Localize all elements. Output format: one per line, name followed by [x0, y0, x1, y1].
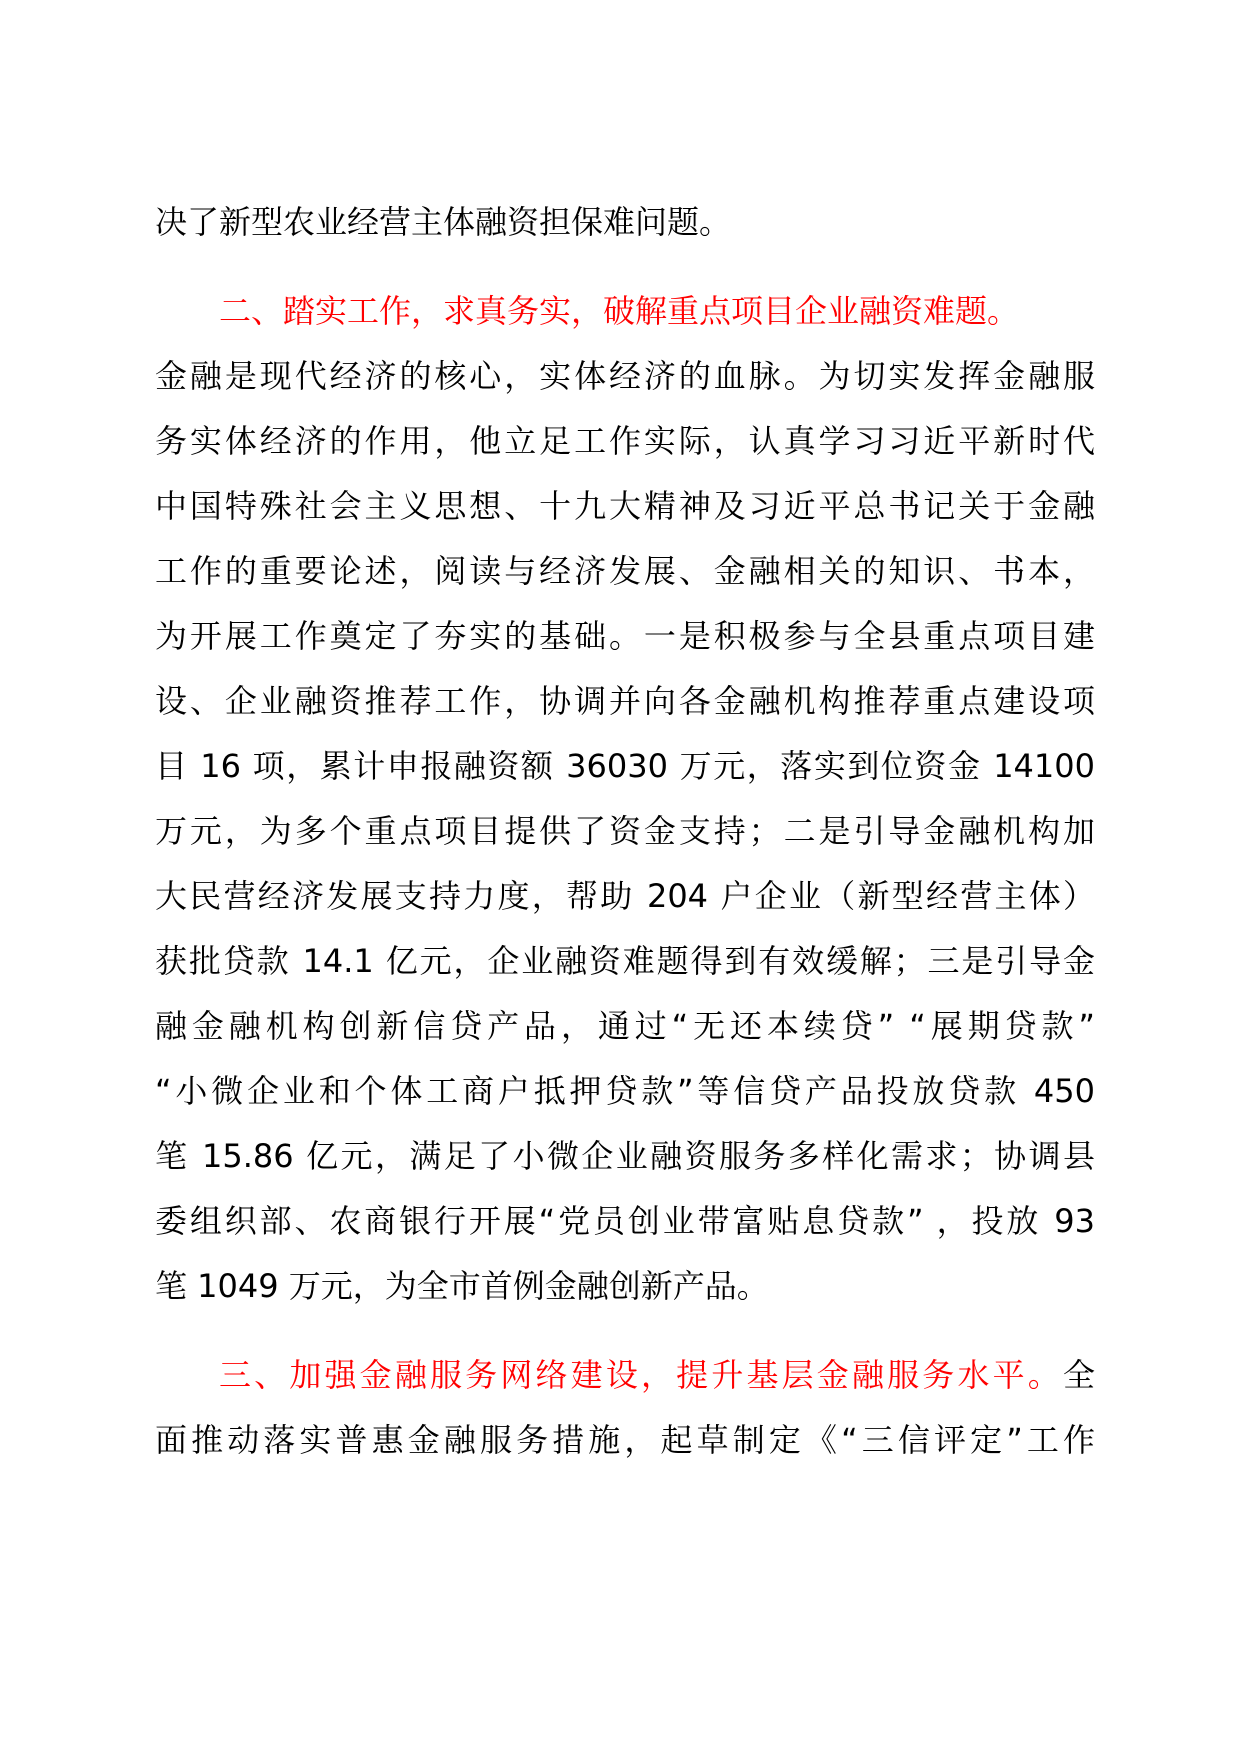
- text-line: 决了新型农业经营主体融资担保难问题。: [155, 203, 732, 241]
- text-line: 笔 15.86 亿元，满足了小微企业融资服务多样化需求；协调县: [155, 1137, 1095, 1175]
- section-heading-tail: 全: [1062, 1356, 1095, 1394]
- text-line: 获批贷款 14.1 亿元，企业融资难题得到有效缓解；三是引导金: [155, 942, 1095, 980]
- document-page: [155, 190, 1095, 1473]
- paragraph-gap: [155, 255, 1095, 279]
- paragraph-gap: [155, 1319, 1095, 1343]
- text-line: 面推动落实普惠金融服务措施，起草制定《“三信评定”工作: [155, 1421, 1095, 1459]
- section-three: [155, 1343, 1095, 1473]
- paragraph-continuation: [155, 190, 1095, 255]
- text-line: 笔 1049 万元，为全市首例金融创新产品。: [155, 1267, 769, 1305]
- text-line: 万元，为多个重点项目提供了资金支持；二是引导金融机构加: [155, 812, 1095, 850]
- text-line: “小微企业和个体工商户抵押贷款”等信贷产品投放贷款 450: [155, 1072, 1095, 1110]
- text-line: 设、企业融资推荐工作，协调并向各金融机构推荐重点建设项: [155, 682, 1095, 720]
- text-line: 融金融机构创新信贷产品，通过“无还本续贷” “展期贷款”: [155, 1007, 1095, 1045]
- section-heading: 二、踏实工作，求真务实，破解重点项目企业融资难题。: [219, 292, 1020, 330]
- section-two: [155, 279, 1095, 1319]
- text-line: 大民营经济发展支持力度，帮助 204 户企业（新型经营主体）: [155, 877, 1095, 915]
- text-line: 中国特殊社会主义思想、十九大精神及习近平总书记关于金融: [155, 487, 1095, 525]
- text-line: 为开展工作奠定了夯实的基础。一是积极参与全县重点项目建: [155, 617, 1095, 655]
- text-line: 委组织部、农商银行开展“党员创业带富贴息贷款” ，投放 93: [155, 1202, 1095, 1240]
- text-line: 金融是现代经济的核心，实体经济的血脉。为切实发挥金融服: [155, 357, 1095, 395]
- section-heading: 三、加强金融服务网络建设，提升基层金融服务水平。: [219, 1356, 1063, 1394]
- text-line: 工作的重要论述，阅读与经济发展、金融相关的知识、书本，: [155, 552, 1095, 590]
- text-line: 务实体经济的作用，他立足工作实际，认真学习习近平新时代: [155, 422, 1095, 460]
- section-heading-line: [155, 1343, 1095, 1408]
- text-line: 目 16 项，累计申报融资额 36030 万元，落实到位资金 14100: [155, 747, 1095, 785]
